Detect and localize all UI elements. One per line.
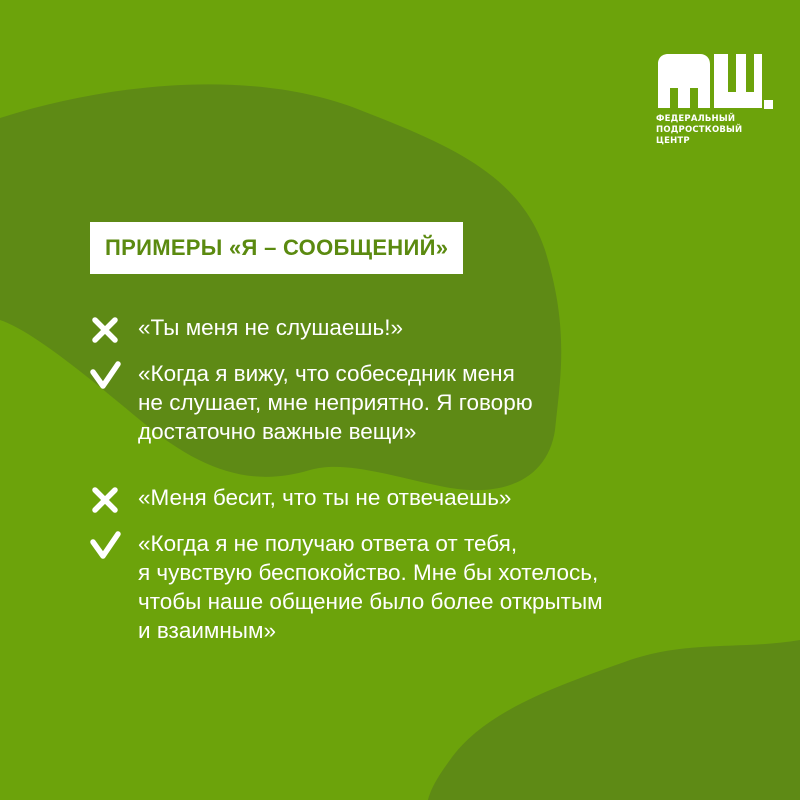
example-item-2 bbox=[88, 359, 533, 446]
example-text: «Ты меня не слушаешь!» bbox=[138, 315, 403, 340]
page-title: ПРИМЕРЫ «Я – СООБЩЕНИЙ» bbox=[105, 235, 449, 260]
fpc-logo-text bbox=[656, 114, 776, 147]
example-text: «Когда я вижу, что собеседник меня не слушает, мне неприятно. Я говорю достаточно важные вещи» bbox=[138, 361, 533, 444]
example-text: «Меня бесит, что ты не отвечаешь» bbox=[138, 485, 512, 510]
fpc-logo-icon bbox=[656, 52, 776, 110]
example-item-1 bbox=[88, 313, 403, 347]
background-blob-corner bbox=[428, 640, 800, 800]
check-icon bbox=[88, 529, 122, 563]
cross-icon bbox=[88, 313, 122, 347]
cross-icon bbox=[88, 483, 122, 517]
fpc-logo bbox=[656, 52, 776, 147]
check-icon bbox=[88, 359, 122, 393]
title-box bbox=[90, 222, 463, 274]
logo-line-1: ФЕДЕРАЛЬНЫЙ bbox=[656, 114, 736, 124]
logo-line-3: ЦЕНТР bbox=[656, 136, 690, 146]
example-item-3 bbox=[88, 483, 511, 517]
logo-line-2: ПОДРОСТКОВЫЙ bbox=[656, 125, 743, 135]
example-text: «Когда я не получаю ответа от тебя, я чувствую беспокойство. Мне бы хотелось, чтобы наше общение было более открытым и взаимным» bbox=[138, 531, 603, 643]
example-item-4 bbox=[88, 529, 603, 645]
